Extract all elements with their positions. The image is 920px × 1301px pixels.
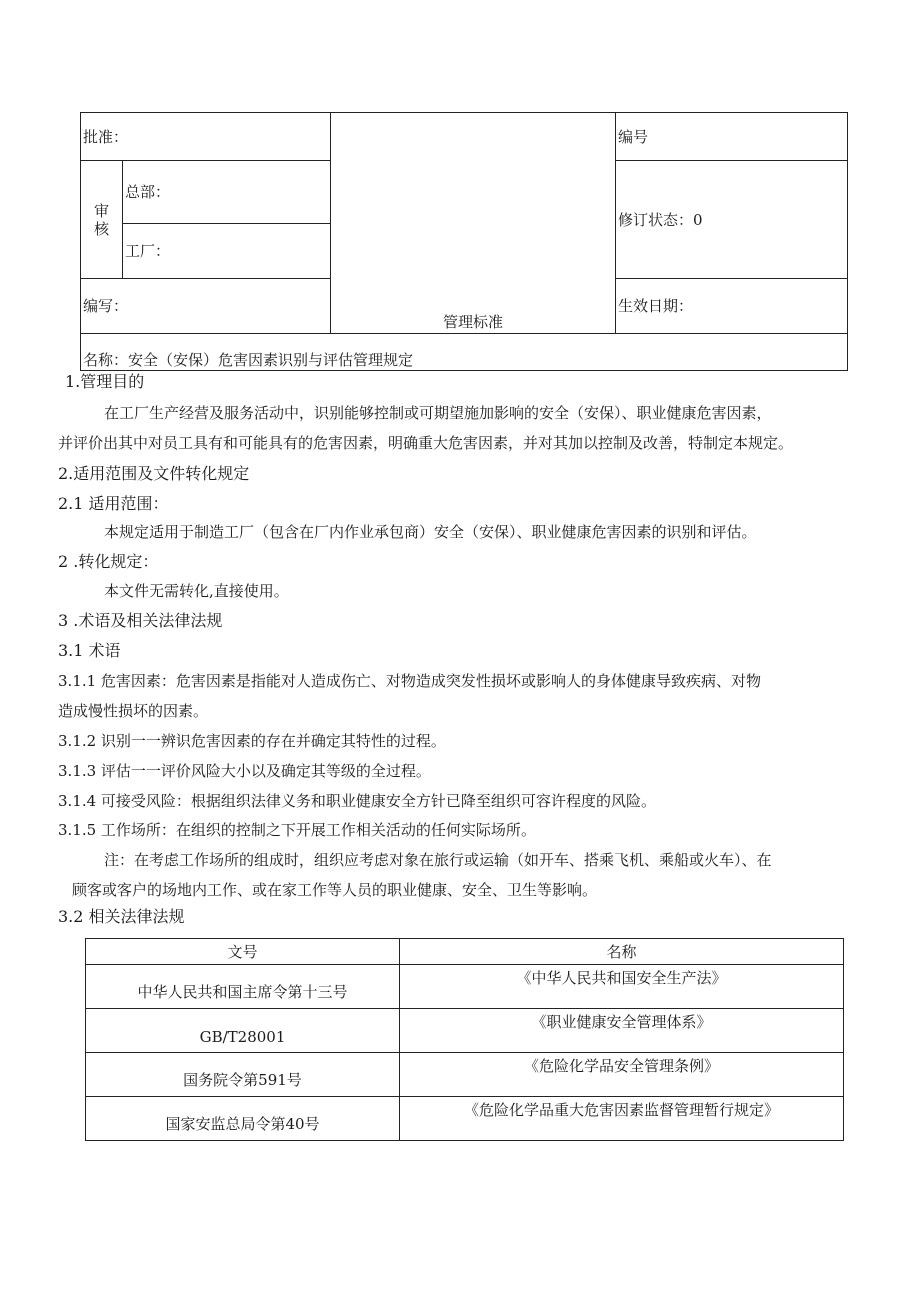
term-3-1-2: 3.1.2 识别一一辨识危害因素的存在并确定其特性的过程。 bbox=[58, 732, 446, 750]
hq-cell bbox=[123, 161, 331, 224]
revision-cell bbox=[616, 161, 848, 279]
section-2-1-text: 本规定适用于制造工厂（包含在厂内作业承包商）安全（安保）、职业健康危害因素的识别和评估。 bbox=[104, 523, 757, 541]
laws-table-header bbox=[86, 939, 844, 965]
law-name: 《危险化学品重大危害因素监督管理暂行规定》 bbox=[400, 1097, 844, 1141]
note-line-1: 注：在考虑工作场所的组成时，组织应考虑对象在旅行或运输（如开车、搭乘飞机、乘船或火车）、在 bbox=[104, 851, 772, 869]
section-1-paragraph-line-1: 在工厂生产经营及服务活动中，识别能够控制或可期望施加影响的安全（安保）、职业健康危害因素， bbox=[104, 404, 772, 422]
factory-cell bbox=[123, 224, 331, 279]
section-1-heading: 1.管理目的 bbox=[65, 372, 145, 391]
factory-label: 工厂： bbox=[125, 242, 171, 260]
number-label: 编号 bbox=[618, 127, 649, 146]
approve-label: 批准： bbox=[83, 127, 129, 146]
effective-date-cell bbox=[616, 279, 848, 334]
note-line-2: 顾客或客户的场地内工作、或在家工作等人员的职业健康、安全、卫生等影响。 bbox=[72, 881, 598, 899]
section-3-1-heading: 3.1 术语 bbox=[58, 641, 121, 660]
title-cell bbox=[81, 334, 848, 371]
term-3-1-3: 3.1.3 评估一一评价风险大小以及确定其等级的全过程。 bbox=[58, 762, 431, 780]
author-cell bbox=[81, 279, 331, 334]
laws-table bbox=[85, 938, 844, 1141]
review-label-1: 审 bbox=[93, 201, 109, 220]
table-row bbox=[86, 1009, 844, 1053]
term-3-1-1-line-2: 造成慢性损坏的因素。 bbox=[58, 702, 209, 720]
section-1-paragraph-line-2: 并评价出其中对员工具有和可能具有的危害因素，明确重大危害因素，并对其加以控制及改善，特制定本规定。 bbox=[58, 434, 794, 452]
revision-label: 修订状态：0 bbox=[618, 210, 703, 229]
law-name: 《职业健康安全管理体系》 bbox=[400, 1009, 844, 1053]
term-3-1-1-line-1: 3.1.1 危害因素：危害因素是指能对人造成伤亡、对物造成突发性损坏或影响人的身体健康导致疾病、对物 bbox=[58, 672, 761, 690]
term-3-1-4: 3.1.4 可接受风险：根据组织法律义务和职业健康安全方针已降至组织可容许程度的风险。 bbox=[58, 792, 656, 810]
doc-type: 管理标准 bbox=[443, 313, 504, 331]
number-cell bbox=[616, 113, 848, 161]
section-3-heading: 3 .术语及相关法律法规 bbox=[58, 611, 223, 630]
law-number: 国家安监总局令第40号 bbox=[86, 1097, 400, 1141]
laws-header-name: 名称 bbox=[400, 939, 844, 965]
section-2-2-heading: 2 .转化规定： bbox=[58, 552, 159, 571]
effective-date-label: 生效日期： bbox=[618, 297, 694, 315]
laws-header-number: 文号 bbox=[86, 939, 400, 965]
header-table bbox=[80, 112, 848, 371]
review-label-2: 核 bbox=[93, 219, 109, 238]
approve-cell bbox=[81, 113, 331, 161]
section-2-1-heading: 2.1 适用范围： bbox=[58, 494, 169, 513]
doc-type-cell bbox=[331, 113, 616, 334]
law-number: 国务院令第591号 bbox=[86, 1053, 400, 1097]
section-2-heading: 2.适用范围及文件转化规定 bbox=[58, 464, 250, 483]
table-row bbox=[86, 1053, 844, 1097]
law-number: GB/T28001 bbox=[86, 1009, 400, 1053]
law-name: 《中华人民共和国安全生产法》 bbox=[400, 965, 844, 1009]
section-2-2-text: 本文件无需转化,直接使用。 bbox=[104, 582, 289, 600]
law-number: 中华人民共和国主席令第十三号 bbox=[86, 965, 400, 1009]
table-row bbox=[86, 1097, 844, 1141]
doc-title: 名称：安全（安保）危害因素识别与评估管理规定 bbox=[83, 351, 414, 369]
author-label: 编写： bbox=[83, 297, 129, 315]
review-cell bbox=[81, 161, 123, 279]
table-row bbox=[86, 965, 844, 1009]
law-name: 《危险化学品安全管理条例》 bbox=[400, 1053, 844, 1097]
section-3-2-heading: 3.2 相关法律法规 bbox=[58, 907, 185, 926]
term-3-1-5: 3.1.5 工作场所：在组织的控制之下开展工作相关活动的任何实际场所。 bbox=[58, 821, 536, 839]
hq-label: 总部： bbox=[125, 183, 171, 201]
